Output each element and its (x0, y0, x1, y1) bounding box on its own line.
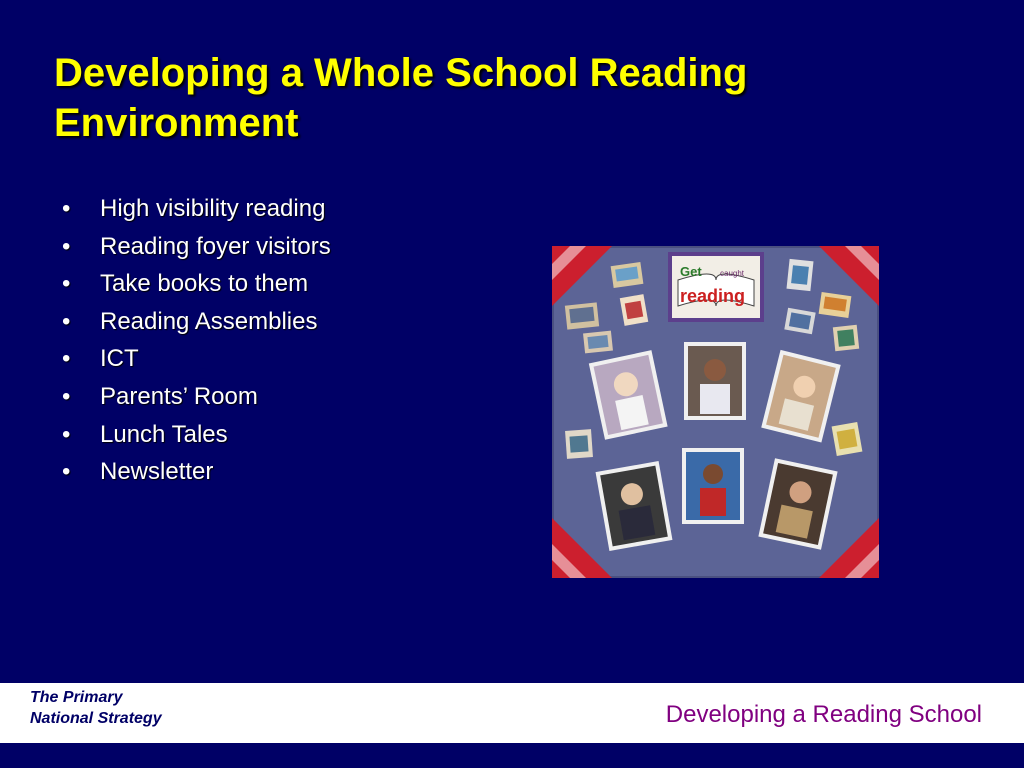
footer-organisation (30, 687, 162, 729)
bullet-item (62, 340, 331, 378)
bullet-dot-icon: • (62, 420, 71, 448)
bullet-item (62, 190, 331, 228)
slide-title-line-1: Developing a Whole School Reading (54, 51, 748, 95)
get-caught-reading-sign (670, 254, 762, 320)
bullet-text: Reading foyer visitors (100, 232, 331, 260)
slide-title-line-2: Environment (54, 101, 299, 145)
bullet-item (62, 228, 331, 266)
bullet-dot-icon: • (62, 382, 71, 410)
bullet-item (62, 303, 331, 341)
sign-word-reading: reading (680, 286, 746, 306)
bullet-dot-icon: • (62, 458, 71, 486)
bullet-item (62, 265, 331, 303)
bullet-dot-icon: • (62, 195, 71, 222)
footer-org-line-2: National Strategy (30, 710, 162, 727)
bullet-dot-icon: • (62, 307, 71, 335)
bullet-text: ICT (100, 345, 139, 373)
sign-word-caught: caught (720, 269, 745, 278)
display-board-image (552, 246, 879, 578)
bullet-text: Parents’ Room (100, 382, 258, 410)
slide-title (54, 48, 954, 148)
bullet-text: High visibility reading (100, 195, 326, 222)
bullet-item (62, 416, 331, 454)
bullet-dot-icon: • (62, 270, 71, 298)
sign-word-get: Get (680, 264, 702, 279)
reading-display-board-photo (552, 246, 879, 578)
bullet-text: Lunch Tales (100, 420, 228, 448)
bullet-list (62, 190, 331, 491)
bullet-dot-icon: • (62, 232, 71, 260)
bullet-text: Reading Assemblies (100, 307, 318, 335)
footer-title: Developing a Reading School (665, 701, 982, 728)
footer-bar (0, 683, 1024, 743)
bullet-dot-icon: • (62, 345, 71, 373)
footer-org-line-1: The Primary (30, 689, 123, 706)
bullet-item (62, 453, 331, 491)
bullet-text: Take books to them (100, 270, 309, 298)
bullet-text: Newsletter (100, 458, 214, 486)
bullet-item (62, 378, 331, 416)
